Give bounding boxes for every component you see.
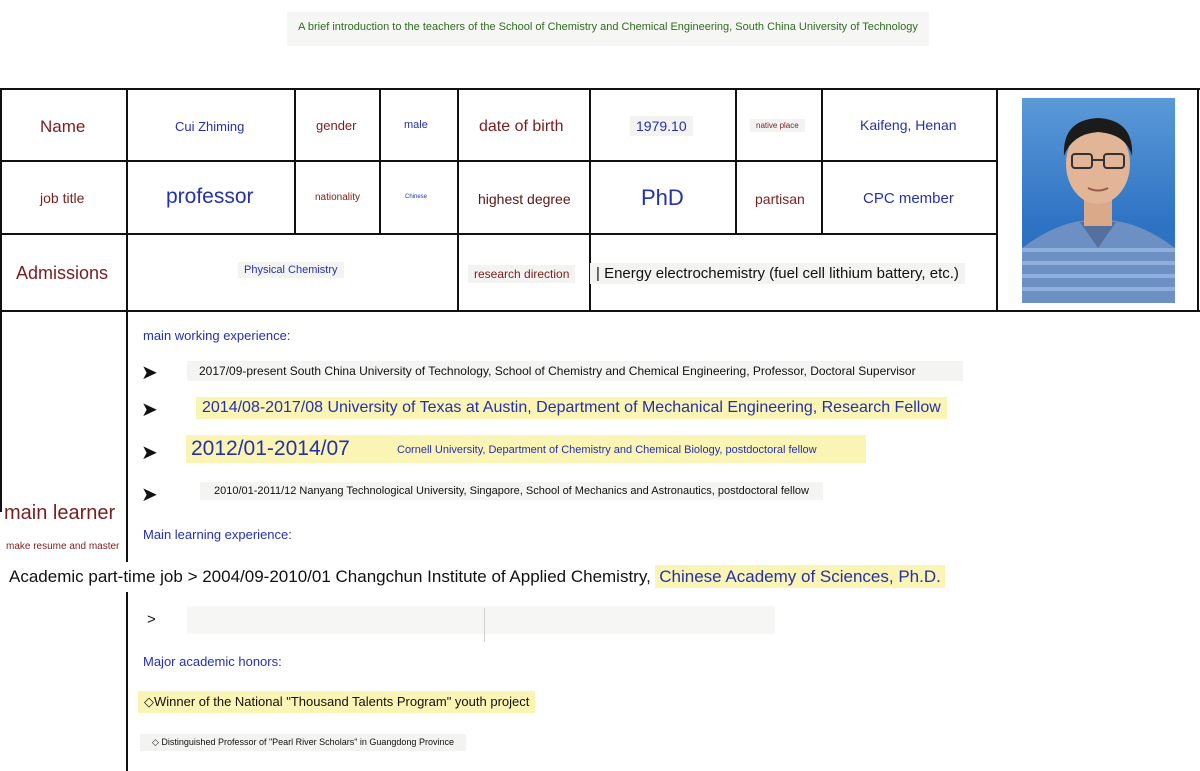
arrowhead-icon: ➤ <box>141 399 158 421</box>
main-learner-label: main learner <box>4 502 116 524</box>
job-title-value: professor <box>166 185 254 208</box>
honor-item-1: ◇Winner of the National "Thousand Talents Program" youth project <box>138 691 535 713</box>
job-title-label: job title <box>40 190 85 206</box>
learning-blank-row <box>187 606 775 634</box>
portrait-illustration <box>1022 98 1175 303</box>
native-place-label: native place <box>750 119 805 132</box>
highest-degree-label: highest degree <box>478 191 571 207</box>
work-item-3-desc: Cornell University, Department of Chemistry and Chemical Biology, postdoctoral fellow <box>397 444 817 456</box>
col-divider-8 <box>996 88 998 311</box>
col-divider-1 <box>126 88 128 771</box>
row-divider-2 <box>0 233 998 235</box>
page-caption: A brief introduction to the teachers of the School of Chemistry and Chemical Engineering, South China University of Technology <box>287 12 929 46</box>
profile-photo <box>1022 98 1175 303</box>
col-divider-6 <box>735 88 737 234</box>
name-label: Name <box>40 117 86 136</box>
work-item-2: 2014/08-2017/08 University of Texas at Austin, Department of Mechanical Engineering, Research Fellow <box>196 397 947 419</box>
research-direction-value: | Energy electrochemistry (fuel cell lithium battery, etc.) <box>590 263 965 284</box>
col-divider-4 <box>457 88 459 311</box>
work-item-1: 2017/09-present South China University of Technology, School of Chemistry and Chemical Engineering, Professor, Doctoral Supervisor <box>187 361 963 381</box>
learning-experience-title: Main learning experience: <box>143 527 292 542</box>
partisan-label: partisan <box>755 191 805 207</box>
nationality-value: Chinese <box>405 194 428 200</box>
work-item-4: 2010/01-2011/12 Nanyang Technological University, Singapore, School of Mechanics and Astronautics, postdoctoral fellow <box>200 482 823 500</box>
learning-arrow-icon: > <box>147 611 156 628</box>
learning-blank-divider <box>484 608 485 642</box>
native-place-value: Kaifeng, Henan <box>860 117 957 133</box>
nationality-label: nationality <box>315 192 361 203</box>
research-direction-label: research direction <box>468 265 575 283</box>
table-border-right <box>1197 88 1199 311</box>
work-item-3-date: 2012/01-2014/07 <box>191 437 350 460</box>
academic-part-time-text: Academic part-time job > 2004/09-2010/01 Changchun Institute of Applied Chemistry, <box>9 567 651 586</box>
admissions-label: Admissions <box>16 263 109 283</box>
academic-part-time-highlight: Chinese Academy of Sciences, Ph.D. <box>655 565 945 588</box>
col-divider-3 <box>379 88 381 234</box>
col-divider-2 <box>294 88 296 234</box>
dob-value: 1979.10 <box>630 116 693 136</box>
arrowhead-icon: ➤ <box>141 362 158 384</box>
row-divider-1 <box>0 160 998 162</box>
honors-title: Major academic honors: <box>143 654 282 669</box>
working-experience-title: main working experience: <box>143 328 291 343</box>
gender-value: male <box>404 119 428 131</box>
partisan-value: CPC member <box>863 190 954 207</box>
highest-degree-value: PhD <box>641 185 684 210</box>
name-value: Cui Zhiming <box>175 119 245 134</box>
admissions-value: Physical Chemistry <box>238 262 344 278</box>
col-divider-7 <box>821 88 823 234</box>
dob-label: date of birth <box>479 118 564 135</box>
table-border-top <box>0 88 1200 90</box>
gender-label: gender <box>316 118 357 133</box>
arrowhead-icon: ➤ <box>141 484 158 506</box>
arrowhead-icon: ➤ <box>141 442 158 464</box>
row-divider-3 <box>0 310 1200 312</box>
honor-item-2: ◇ Distinguished Professor of "Pearl River Scholars" in Guangdong Province <box>140 734 466 751</box>
resume-note: make resume and master <box>6 541 120 552</box>
academic-part-time-line <box>0 562 990 592</box>
table-border-left <box>0 88 2 512</box>
